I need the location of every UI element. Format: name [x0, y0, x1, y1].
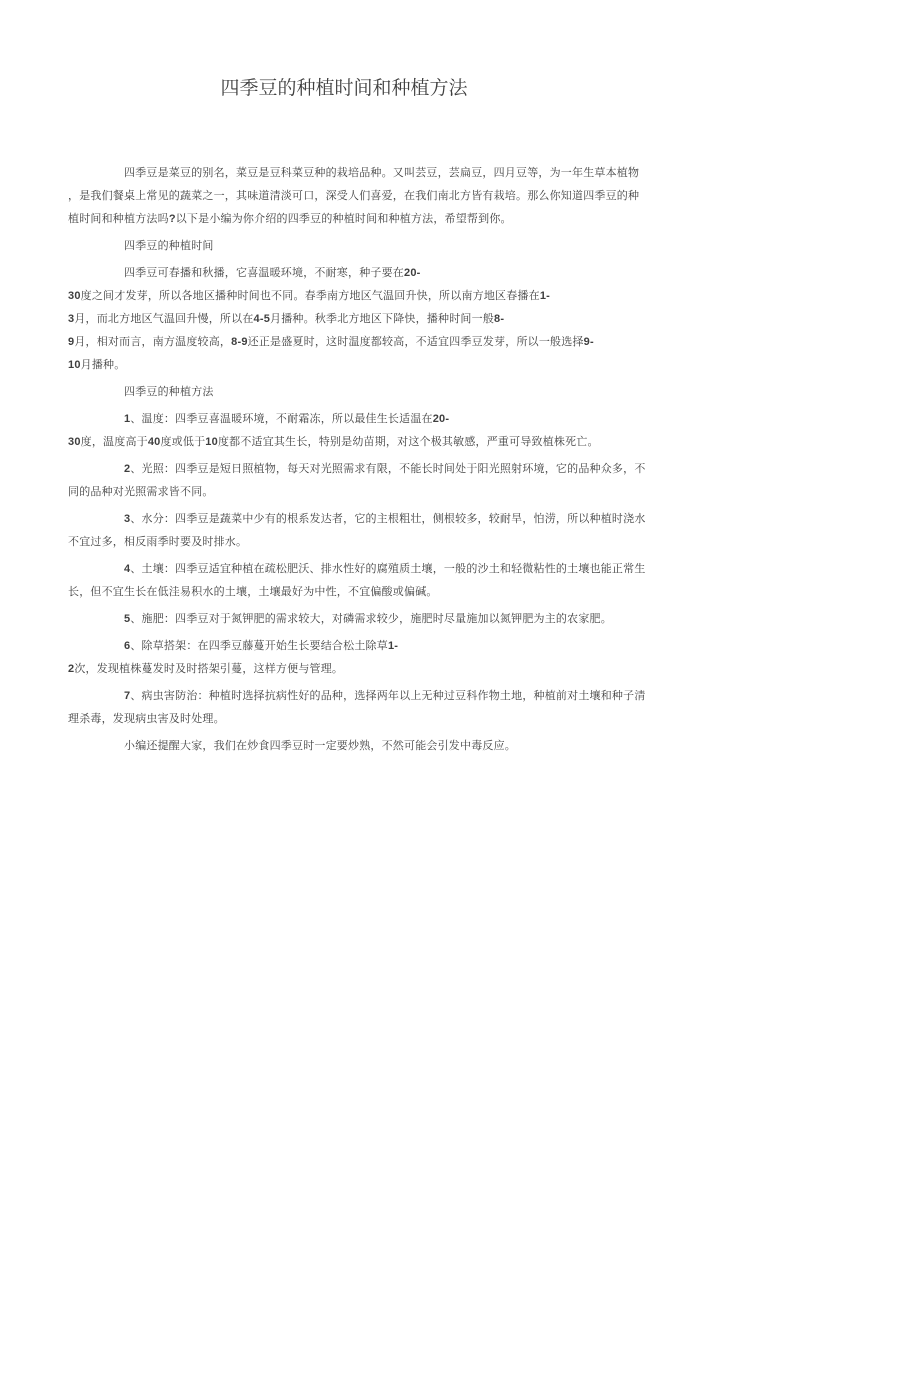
paragraph-line: 30度，温度高于40度或低于10度都不适宜其生长，特别是幼苗期，对这个极其敏感，严重可导致植株死亡。	[68, 436, 599, 448]
document-title: 四季豆的种植时间和种植方法	[220, 78, 468, 99]
paragraph-line: 不宜过多，相反雨季时要及时排水。	[68, 536, 248, 548]
paragraph-line: 10月播种。	[68, 359, 126, 371]
paragraph	[68, 735, 668, 758]
paragraph-line: 长，但不宜生长在低洼易积水的土壤，土壤最好为中性，不宜偏酸或偏碱。	[68, 586, 438, 598]
number-text: 1	[124, 413, 131, 425]
number-text: 9	[68, 336, 75, 348]
paragraph	[68, 508, 668, 554]
paragraph-line: 9月，相对而言，南方温度较高，8-9还正是盛夏时，这时温度都较高，不适宜四季豆发芽，所以一般选择9-	[68, 336, 594, 348]
number-text: 2	[124, 463, 131, 475]
paragraph-line: 四季豆的种植时间	[124, 240, 214, 252]
paragraph-line: 3月，而北方地区气温回升慢，所以在4-5月播种。秋季北方地区下降快，播种时间一般8-	[68, 313, 505, 325]
paragraph	[68, 262, 668, 377]
paragraph	[68, 458, 668, 504]
number-text: 5	[124, 613, 131, 625]
paragraph-line: 2次，发现植株蔓发时及时搭架引蔓，这样方便与管理。	[68, 663, 344, 675]
paragraph-line: 小编还提醒大家，我们在炒食四季豆时一定要炒熟，不然可能会引发中毒反应。	[124, 740, 516, 752]
paragraph-line: 同的品种对光照需求皆不同。	[68, 486, 214, 498]
number-text: 30	[68, 290, 81, 302]
number-text: 10	[205, 436, 218, 448]
section-heading	[68, 381, 668, 404]
paragraph	[68, 635, 668, 681]
number-text: 3	[68, 313, 75, 325]
number-text: 4-5	[253, 313, 271, 325]
paragraph-line: 2、光照：四季豆是短日照植物，每天对光照需求有限，不能长时间处于阳光照射环境，它的品种众多，不	[124, 463, 646, 475]
number-text: 10	[68, 359, 81, 371]
paragraph-line: 3、水分：四季豆是蔬菜中少有的根系发达者，它的主根粗壮，侧根较多，较耐旱，怕涝，所以种植时浇水	[124, 513, 646, 525]
paragraph-line: 4、土壤：四季豆适宜种植在疏松肥沃、排水性好的腐殖质土壤，一般的沙土和轻微粘性的土壤也能正常生	[124, 563, 646, 575]
paragraph-line: 6、除草搭架：在四季豆藤蔓开始生长要结合松土除草1-	[124, 640, 399, 652]
paragraph-line: 30度之间才发芽，所以各地区播种时间也不同。春季南方地区气温回升快，所以南方地区春播在1-	[68, 290, 551, 302]
number-text: ?	[168, 213, 176, 225]
number-text: 20-	[432, 413, 450, 425]
paragraph	[68, 408, 668, 454]
number-text: 6	[124, 640, 131, 652]
number-text: 8-	[494, 313, 505, 325]
number-text: 30	[68, 436, 81, 448]
paragraph-line: ，是我们餐桌上常见的蔬菜之一，其味道清淡可口，深受人们喜爱，在我们南北方皆有栽培。那么你知道四季豆的种	[68, 190, 640, 202]
number-text: 7	[124, 690, 131, 702]
paragraph-line: 四季豆的种植方法	[124, 386, 214, 398]
paragraph-line: 四季豆可春播和秋播，它喜温暖环境，不耐寒，种子要在20-	[124, 267, 421, 279]
number-text: 20-	[404, 267, 421, 279]
paragraph-line: 5、施肥：四季豆对于氮钾肥的需求较大，对磷需求较少，施肥时尽量施加以氮钾肥为主的农家肥。	[124, 613, 612, 625]
paragraph	[68, 558, 668, 604]
number-text: 1-	[539, 290, 551, 302]
paragraph	[68, 162, 668, 231]
number-text: 4	[124, 563, 131, 575]
section-heading	[68, 235, 668, 258]
paragraph	[68, 608, 668, 631]
document-page	[0, 76, 920, 1378]
number-text: 9-	[583, 336, 594, 348]
document-body	[68, 162, 668, 758]
paragraph	[68, 685, 668, 731]
paragraph-line: 理杀毒，发现病虫害及时处理。	[68, 713, 225, 725]
number-text: 3	[124, 513, 131, 525]
paragraph-line: 四季豆是菜豆的别名，菜豆是豆科菜豆种的栽培品种。又叫芸豆，芸扁豆，四月豆等，为一年生草本植物	[124, 167, 640, 179]
number-text: 40	[147, 436, 161, 448]
paragraph-line: 植时间和种植方法吗?以下是小编为你介绍的四季豆的种植时间和种植方法，希望帮到你。	[68, 213, 512, 225]
paragraph-line: 7、病虫害防治：种植时选择抗病性好的品种，选择两年以上无种过豆科作物土地，种植前对土壤和种子清	[124, 690, 646, 702]
number-text: 8-9	[231, 336, 248, 348]
paragraph-line: 1、温度：四季豆喜温暖环境，不耐霜冻，所以最佳生长适温在20-	[124, 413, 450, 425]
number-text: 2	[68, 663, 75, 675]
number-text: 1-	[387, 640, 399, 652]
